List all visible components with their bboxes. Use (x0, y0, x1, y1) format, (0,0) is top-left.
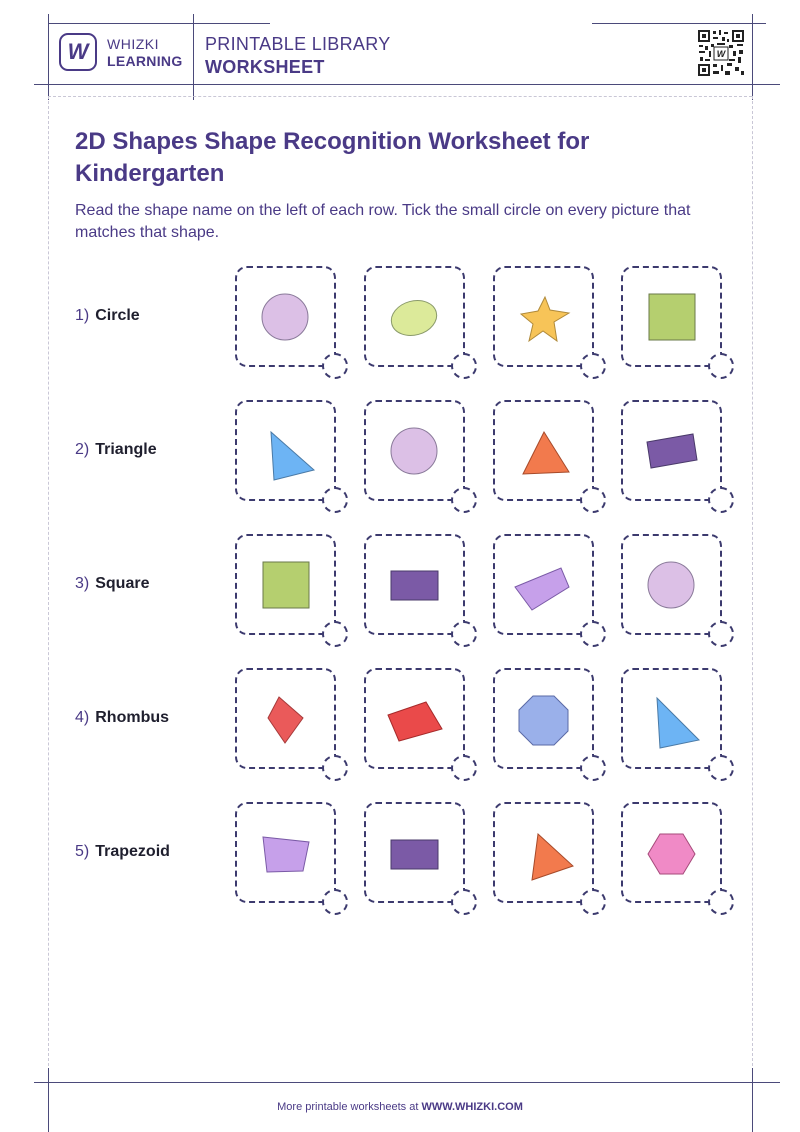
row-shape-name: Triangle (95, 441, 157, 458)
shape-fill (647, 434, 697, 468)
picture-card (621, 400, 722, 501)
square-shape (237, 536, 334, 633)
circle-shape (237, 268, 334, 365)
trapezoid-shape (366, 670, 463, 767)
header-library: PRINTABLE LIBRARY (205, 34, 391, 54)
footer-link[interactable]: WWW.WHIZKI.COM (421, 1101, 523, 1113)
row-shape-name: Trapezoid (95, 843, 170, 860)
triangle-shape (495, 402, 592, 499)
tick-circle[interactable] (451, 889, 477, 915)
rectangle-shape (623, 402, 720, 499)
row-label-trapezoid (75, 843, 170, 861)
picture-card (235, 668, 336, 769)
brand-name: WHIZKI (107, 36, 159, 52)
picture-card (364, 534, 465, 635)
shape-fill (391, 840, 438, 869)
shape-fill (268, 697, 303, 743)
picture-card (364, 668, 465, 769)
picture-card (364, 400, 465, 501)
tick-circle[interactable] (322, 889, 348, 915)
tick-circle[interactable] (451, 755, 477, 781)
shape-fill (648, 834, 695, 874)
circle-shape (623, 536, 720, 633)
shape-fill (391, 571, 438, 600)
picture-card (621, 802, 722, 903)
shape-fill (388, 702, 442, 741)
row-label-circle (75, 307, 140, 325)
tick-circle[interactable] (451, 353, 477, 379)
brand-subname: LEARNING (107, 53, 183, 69)
svg-text:W: W (716, 49, 726, 59)
tick-circle[interactable] (451, 487, 477, 513)
picture-card (235, 266, 336, 367)
shape-fill (648, 562, 694, 608)
picture-card (493, 266, 594, 367)
picture-card (621, 668, 722, 769)
tick-circle[interactable] (322, 755, 348, 781)
row-number: 2) (75, 441, 90, 458)
tick-circle[interactable] (708, 487, 734, 513)
tick-circle[interactable] (708, 755, 734, 781)
picture-card (235, 534, 336, 635)
row-shape-name: Square (95, 575, 150, 592)
picture-card (621, 534, 722, 635)
shape-fill (657, 698, 699, 748)
tick-circle[interactable] (451, 621, 477, 647)
tick-circle[interactable] (708, 621, 734, 647)
picture-card (621, 266, 722, 367)
shape-fill (391, 428, 437, 474)
tick-circle[interactable] (322, 487, 348, 513)
shape-fill (521, 297, 569, 341)
tick-circle[interactable] (580, 487, 606, 513)
row-number: 5) (75, 843, 90, 860)
picture-card (364, 802, 465, 903)
picture-card (493, 534, 594, 635)
ellipse-shape (366, 268, 463, 365)
shape-fill (263, 837, 309, 872)
tick-circle[interactable] (580, 353, 606, 379)
shape-fill (262, 294, 308, 340)
header-worksheet: WORKSHEET (205, 57, 325, 77)
triangle-shape (495, 804, 592, 901)
rectangle-shape (366, 536, 463, 633)
tick-circle[interactable] (322, 621, 348, 647)
triangle-shape (623, 670, 720, 767)
tick-circle[interactable] (322, 353, 348, 379)
shape-fill (271, 432, 314, 480)
shape-fill (515, 568, 569, 610)
tick-circle[interactable] (708, 889, 734, 915)
hexagon-shape (623, 804, 720, 901)
trapezoid-shape (237, 804, 334, 901)
row-number: 1) (75, 307, 90, 324)
picture-card (235, 802, 336, 903)
tick-circle[interactable] (580, 755, 606, 781)
rhombus-shape (237, 670, 334, 767)
tick-circle[interactable] (580, 621, 606, 647)
row-shape-name: Circle (95, 307, 140, 324)
picture-card (493, 400, 594, 501)
circle-shape (366, 402, 463, 499)
square-shape (623, 268, 720, 365)
picture-card (493, 802, 594, 903)
row-shape-name: Rhombus (95, 709, 170, 726)
row-number: 4) (75, 709, 90, 726)
instructions: Read the shape name on the left of each row. Tick the small circle on every picture that matches that shape. (75, 202, 691, 241)
shape-fill (387, 296, 440, 341)
picture-card (364, 266, 465, 367)
page-title: 2D Shapes Shape Recognition Worksheet for Kindergarten (75, 128, 590, 187)
picture-card (493, 668, 594, 769)
rectangle-shape (366, 804, 463, 901)
logo-mark: W (59, 33, 97, 71)
row-label-triangle (75, 441, 157, 459)
qr-code-icon (697, 29, 745, 77)
footer (0, 1101, 800, 1113)
shape-fill (523, 432, 569, 474)
row-label-square (75, 575, 149, 593)
star-shape (495, 268, 592, 365)
quadrilateral-shape (495, 536, 592, 633)
row-label-rhombus (75, 709, 169, 727)
row-number: 3) (75, 575, 90, 592)
triangle-shape (237, 402, 334, 499)
shape-fill (532, 834, 573, 880)
shape-fill (519, 696, 568, 745)
footer-text: More printable worksheets at (277, 1101, 419, 1113)
tick-circle[interactable] (708, 353, 734, 379)
shape-fill (263, 562, 309, 608)
octagon-shape (495, 670, 592, 767)
picture-card (235, 400, 336, 501)
tick-circle[interactable] (580, 889, 606, 915)
shape-fill (649, 294, 695, 340)
